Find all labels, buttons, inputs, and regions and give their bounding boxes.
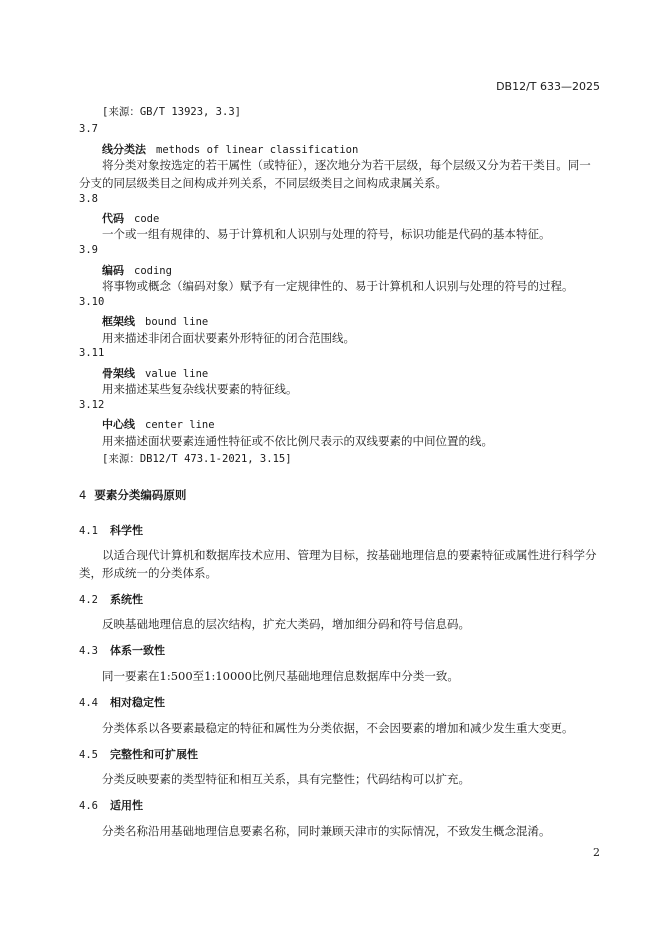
term-english-name: bound line: [145, 316, 209, 328]
term-english-name: code: [134, 213, 160, 225]
subsection-title: 系统性: [109, 593, 143, 606]
source-citation: [来源：GB/T 13923, 3.3]: [102, 106, 241, 118]
section-heading: [79, 487, 186, 503]
term-chinese-name: 中心线: [102, 418, 135, 431]
page-number: 2: [593, 846, 600, 859]
term-definition-continued: 分支的同层级类目之间构成并列关系，不同层级类目之间构成隶属关系。: [79, 176, 447, 190]
paragraph: 分类名称沿用基础地理信息要素名称，同时兼顾天津市的实际情况，不致发生概念混淆。: [102, 824, 551, 838]
term-chinese-name: 编码: [102, 264, 124, 277]
term-definition: 用来描述某些复杂线状要素的特征线。: [102, 382, 298, 396]
subsection-heading: [79, 522, 143, 538]
paragraph: 分类体系以各要素最稳定的特征和属性为分类依据，不会因要素的增加和减少发生重大变更。: [102, 721, 574, 735]
subsection-number: 4.1: [79, 525, 98, 537]
term-english-name: value line: [145, 368, 209, 380]
subsection-number: 4.3: [79, 645, 98, 657]
term-english-name: methods of linear classification: [156, 144, 359, 156]
subsection-title: 科学性: [109, 524, 143, 537]
term-heading: [102, 210, 159, 226]
term-number: 3.12: [79, 399, 105, 411]
section-title: 要素分类编码原则: [94, 488, 187, 502]
term-number: 3.11: [79, 347, 105, 359]
section-number: 4: [79, 488, 87, 502]
term-definition: 用来描述非闭合面状要素外形特征的闭合范围线。: [102, 331, 355, 345]
term-chinese-name: 骨架线: [102, 367, 135, 380]
subsection-title: 完整性和可扩展性: [109, 748, 198, 761]
term-definition: 用来描述面状要素连通性特征或不依比例尺表示的双线要素的中间位置的线。: [102, 434, 493, 448]
term-chinese-name: 代码: [102, 212, 124, 225]
term-number: 3.10: [79, 296, 105, 308]
subsection-number: 4.2: [79, 594, 98, 606]
term-heading: [102, 262, 172, 278]
term-english-name: coding: [134, 265, 172, 277]
term-definition: 一个或一组有规律的、易于计算机和人识别与处理的符号，标识功能是代码的基本特征。: [102, 227, 551, 241]
term-chinese-name: 框架线: [102, 315, 135, 328]
subsection-title: 适用性: [109, 799, 143, 812]
source-citation: [来源：DB12/T 473.1-2021, 3.15]: [102, 453, 292, 465]
subsection-heading: [79, 746, 198, 762]
subsection-number: 4.6: [79, 800, 98, 812]
subsection-title: 相对稳定性: [109, 696, 165, 709]
paragraph: 同一要素在1:500至1:10000比例尺基础地理信息数据库中分类一致。: [102, 669, 459, 683]
paragraph: 分类反映要素的类型特征和相互关系，具有完整性；代码结构可以扩充。: [102, 772, 470, 786]
paragraph: 反映基础地理信息的层次结构，扩充大类码，增加细分码和符号信息码。: [102, 617, 470, 631]
term-heading: [102, 416, 215, 432]
term-number: 3.7: [79, 123, 98, 135]
subsection-heading: [79, 797, 143, 813]
term-definition: 将事物或概念（编码对象）赋予有一定规律性的、易于计算机和人识别与处理的符号的过程。: [102, 279, 574, 293]
term-heading: [102, 365, 208, 381]
term-number: 3.8: [79, 193, 98, 205]
subsection-heading: [79, 694, 165, 710]
paragraph-continued: 类，形成统一的分类体系。: [79, 566, 217, 580]
term-definition: 将分类对象按选定的若干属性（或特征），逐次地分为若干层级，每个层级又分为若干类目。同一: [102, 158, 591, 172]
paragraph: 以适合现代计算机和数据库技术应用、管理为目标，按基础地理信息的要素特征或属性进行科学分: [102, 548, 597, 562]
document-code-header: DB12/T 633—2025: [496, 80, 600, 93]
term-heading: [102, 313, 208, 329]
term-heading: [102, 141, 358, 157]
subsection-number: 4.5: [79, 749, 98, 761]
subsection-heading: [79, 591, 143, 607]
term-english-name: center line: [145, 419, 215, 431]
subsection-number: 4.4: [79, 697, 98, 709]
term-number: 3.9: [79, 244, 98, 256]
subsection-title: 体系一致性: [109, 644, 165, 657]
subsection-heading: [79, 642, 165, 658]
term-chinese-name: 线分类法: [102, 143, 146, 156]
